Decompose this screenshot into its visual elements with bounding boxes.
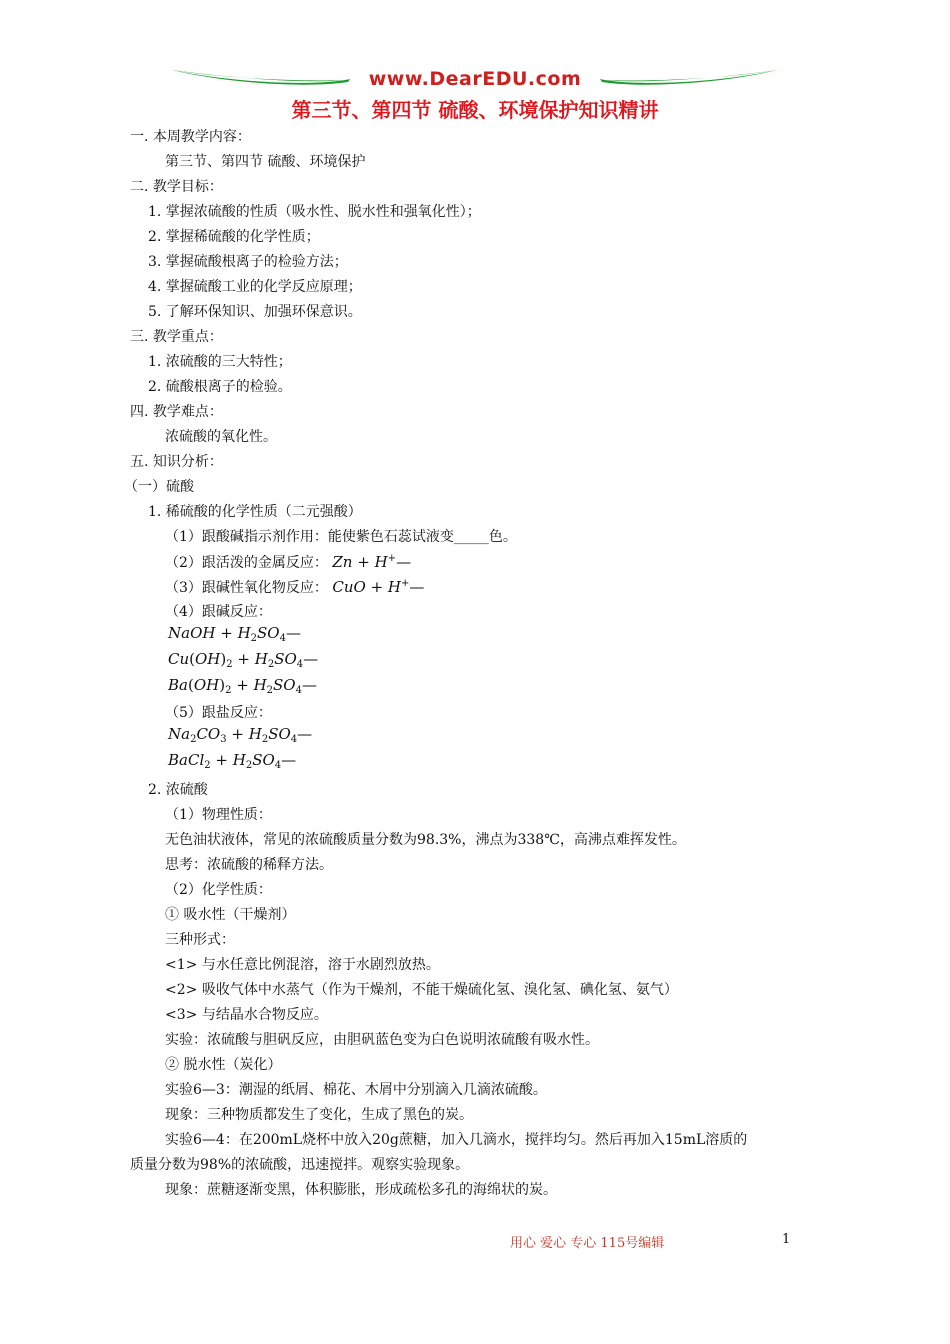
list-item: 1. 掌握浓硫酸的性质（吸水性、脱水性和强氧化性）； (148, 204, 481, 220)
list-item: 2. 掌握稀硫酸的化学性质； (148, 229, 320, 245)
text-line: 实验：浓硫酸与胆矾反应，由胆矾蓝色变为白色说明浓硫酸有吸水性。 (165, 1032, 599, 1048)
text-line (165, 550, 411, 572)
site-name: www.DearEDU.com (368, 68, 582, 90)
text-line: 无色油状液体，常见的浓硫酸质量分数为98.3%，沸点为338℃，高沸点难挥发性。 (165, 832, 686, 848)
text-line: 思考：浓硫酸的稀释方法。 (165, 857, 333, 873)
reaction-label: （2）跟活泼的金属反应： (165, 555, 328, 571)
heading-2: 二. 教学目标： (130, 179, 223, 195)
list-item: 4. 掌握硫酸工业的化学反应原理； (148, 279, 362, 295)
reaction-label: （3）跟碱性氧化物反应： (165, 580, 328, 596)
page-number: 1 (782, 1232, 791, 1247)
list-item: 2. 硫酸根离子的检验。 (148, 379, 292, 395)
text-line: ② 脱水性（炭化） (165, 1057, 282, 1073)
text-line: ① 吸水性（干燥剂） (165, 907, 296, 923)
footer-note: 用心 爱心 专心 115号编辑 (510, 1236, 665, 1251)
section-heading: （一）硫酸 (124, 479, 194, 495)
heading-3: 三. 教学重点： (130, 329, 223, 345)
formula-bacl2: BaCl$_2$ + $H_2SO_4—$ (168, 751, 297, 771)
list-item: 3. 掌握硫酸根离子的检验方法； (148, 254, 348, 270)
heading-5: 五. 知识分析： (130, 454, 223, 470)
text-line: <2> 吸收气体中水蒸气（作为干燥剂，不能干燥硫化氢、溴化氢、碘化氢、氨气） (165, 982, 678, 998)
text-line: 三种形式： (165, 932, 235, 948)
text-line: （1）物理性质： (165, 807, 272, 823)
text-line: 第三节、第四节 硫酸、环境保护 (165, 154, 366, 170)
text-line: （1）跟酸碱指示剂作用：能使紫色石蕊试液变_____色。 (165, 529, 517, 545)
text-line: 质量分数为98%的浓硫酸，迅速搅拌。观察实验现象。 (130, 1157, 470, 1173)
formula-na2co3: $Na_2CO_3$ + $H_2SO_4—$ (168, 725, 313, 745)
text-line (165, 575, 424, 597)
list-item: 5. 了解环保知识、加强环保意识。 (148, 304, 362, 320)
heading-1: 一. 本周教学内容： (130, 129, 251, 145)
text-line: 现象：蔗糖逐渐变黑，体积膨胀，形成疏松多孔的海绵状的炭。 (165, 1182, 557, 1198)
text-line: 现象：三种物质都发生了变化，生成了黑色的炭。 (165, 1107, 473, 1123)
formula-zn: Zn + H+— (332, 553, 412, 571)
formula-naoh: NaOH + $H_2SO_4—$ (168, 624, 301, 644)
list-item: 1. 浓硫酸的三大特性； (148, 354, 292, 370)
site-banner (170, 60, 780, 96)
page-title: 第三节、第四节 硫酸、环境保护知识精讲 (291, 98, 659, 122)
heading-4: 四. 教学难点： (130, 404, 223, 420)
text-line: 浓硫酸的氧化性。 (165, 429, 277, 445)
text-line: （5）跟盐反应： (165, 705, 272, 721)
list-item: 2. 浓硫酸 (148, 782, 208, 798)
formula-cuo: CuO + H+— (332, 578, 425, 596)
text-line: <3> 与结晶水合物反应。 (165, 1007, 328, 1023)
text-line: （4）跟碱反应： (165, 604, 272, 620)
text-line: 实验6—4：在200mL烧杯中放入20g蔗糖，加入几滴水，搅拌均匀。然后再加入15mL溶质的 (165, 1132, 748, 1148)
text-line: （2）化学性质： (165, 882, 272, 898)
text-line: <1> 与水任意比例混溶，溶于水剧烈放热。 (165, 957, 440, 973)
formula-cuoh2: $Cu(OH)_2$ + $H_2SO_4—$ (168, 650, 319, 670)
list-item: 1. 稀硫酸的化学性质（二元强酸） (148, 504, 362, 520)
text-line: 实验6—3：潮湿的纸屑、棉花、木屑中分别滴入几滴浓硫酸。 (165, 1082, 547, 1098)
formula-baoh2: $Ba(OH)_2$ + $H_2SO_4—$ (168, 676, 317, 696)
